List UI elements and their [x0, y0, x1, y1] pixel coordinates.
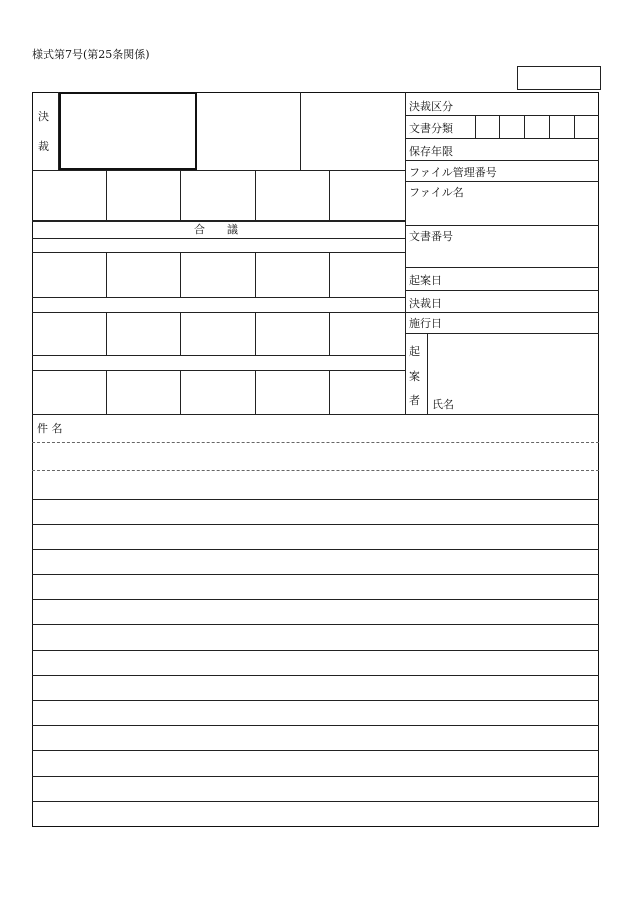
divider — [329, 252, 330, 297]
drafter-label-char: 起 — [409, 345, 420, 358]
divider — [32, 252, 405, 253]
form-header-title: 様式第7号(第25条関係) — [32, 48, 150, 61]
subject-label: 件 名 — [37, 422, 63, 435]
divider — [106, 170, 107, 220]
divider — [405, 290, 599, 291]
divider — [180, 170, 181, 220]
document-number-label: 文書番号 — [409, 230, 453, 243]
divider — [329, 370, 330, 414]
divider — [255, 370, 256, 414]
body-line — [32, 549, 599, 550]
decision-category-label: 決裁区分 — [409, 100, 453, 113]
body-line — [32, 700, 599, 701]
divider — [549, 115, 550, 138]
divider — [180, 252, 181, 297]
file-management-number-label: ファイル管理番号 — [409, 166, 497, 179]
body-line — [32, 624, 599, 625]
divider — [255, 170, 256, 220]
body-line — [32, 725, 599, 726]
divider — [32, 170, 405, 171]
body-line — [32, 574, 599, 575]
divider — [255, 252, 256, 297]
divider — [405, 138, 599, 139]
subject-dashed-line — [32, 470, 599, 471]
divider — [32, 297, 405, 298]
body-line — [32, 650, 599, 651]
retention-period-label: 保存年限 — [409, 145, 453, 158]
divider — [106, 370, 107, 414]
divider — [405, 333, 599, 334]
divider — [405, 160, 599, 161]
divider — [32, 414, 599, 415]
body-line — [32, 599, 599, 600]
divider — [32, 370, 405, 371]
divider — [405, 181, 599, 182]
divider — [32, 220, 405, 222]
divider — [255, 312, 256, 355]
divider — [32, 312, 405, 313]
body-line — [32, 776, 599, 777]
file-name-label: ファイル名 — [409, 186, 464, 199]
divider — [427, 333, 428, 414]
divider — [329, 312, 330, 355]
body-line — [32, 524, 599, 525]
divider — [405, 267, 599, 268]
divider — [180, 370, 181, 414]
name-label: 氏名 — [432, 398, 454, 411]
divider — [32, 355, 405, 356]
divider — [106, 312, 107, 355]
decision-date-label: 決裁日 — [409, 297, 442, 310]
divider — [180, 312, 181, 355]
divider — [329, 170, 330, 220]
drafter-label-char: 者 — [409, 394, 420, 407]
divider — [32, 238, 405, 239]
decision-label-char: 裁 — [38, 140, 49, 153]
top-right-box[interactable] — [517, 66, 601, 90]
enforcement-date-label: 施行日 — [409, 317, 442, 330]
drafting-date-label: 起案日 — [409, 274, 442, 287]
divider — [106, 252, 107, 297]
decision-stamp-box[interactable] — [59, 92, 197, 170]
document-category-label: 文書分類 — [409, 122, 453, 135]
subject-dashed-line — [32, 442, 599, 443]
body-line — [32, 801, 599, 802]
divider — [32, 499, 599, 500]
divider — [405, 92, 406, 414]
divider — [405, 115, 599, 116]
divider — [405, 312, 599, 313]
consultation-label: 合 議 — [194, 223, 238, 236]
form-frame — [32, 92, 599, 827]
body-line — [32, 750, 599, 751]
drafter-label-char: 案 — [409, 370, 420, 383]
divider — [524, 115, 525, 138]
divider — [475, 115, 476, 138]
body-line — [32, 675, 599, 676]
divider — [499, 115, 500, 138]
divider — [405, 225, 599, 226]
divider — [300, 92, 301, 170]
divider — [574, 115, 575, 138]
decision-label-char: 決 — [38, 110, 49, 123]
